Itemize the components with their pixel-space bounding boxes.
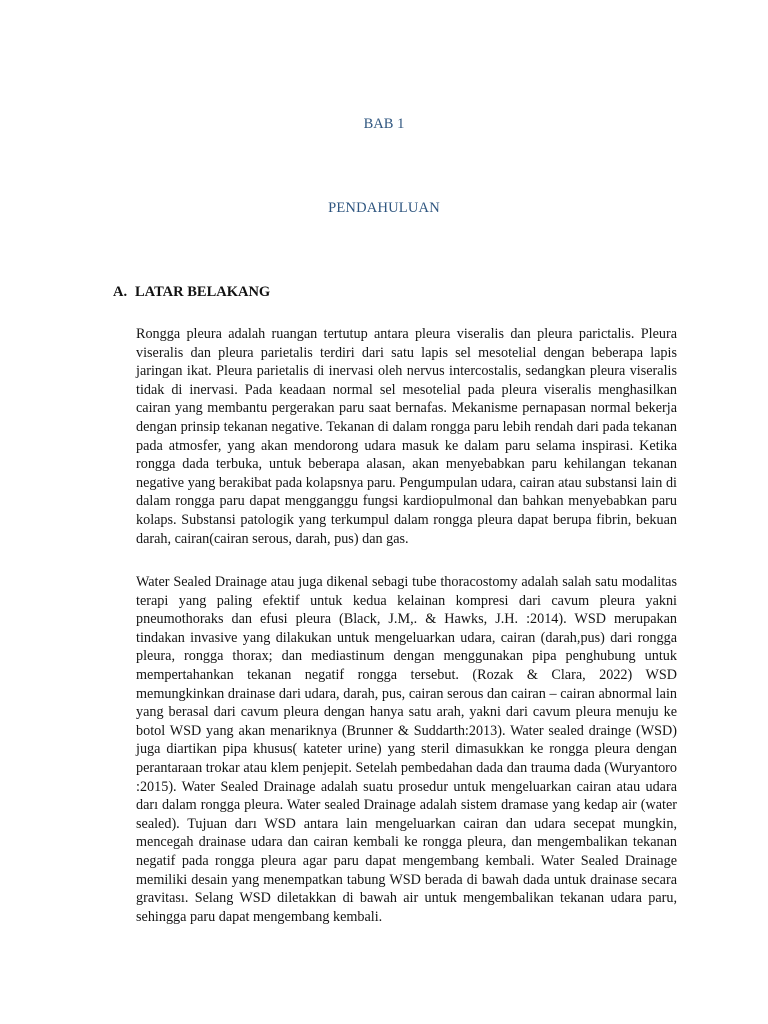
- section-heading: [113, 284, 270, 301]
- section-letter: A.: [113, 284, 128, 300]
- body-paragraph-1: Rongga pleura adalah ruangan tertutup antara pleura viseralis dan pleura parictalis. Pleura viseralis dan pleura parietalis terdiri dari satu lapis sel mesotelial dengan beberapa lapis jaringan ikat. Pleura parietalis di inervasi oleh nervus intercostalis, sedangkan pleura viseralis tidak di inervasi. Pada keadaan normal sel mesotelial pada pleura viseralis menghasilkan cairan yang membantu pergerakan paru saat bernafas. Mekanisme pernapasan normal bekerja dengan prinsip tekanan negative. Tekanan di dalam rongga paru lebih rendah dari pada tekanan pada atmosfer, yang akan mendorong udara masuk ke dalam paru selama inspirasi. Ketika rongga dada terbuka, untuk beberapa alasan, akan menyebabkan paru kehilangan tekanan negative yang berakibat pada kolapsnya paru. Pengumpulan udara, cairan atau substansi lain di dalam rongga paru dapat mengganggu fungsi kardiopulmonal dan bahkan menyebabkan paru kolaps. Substansi patologik yang terkumpul dalam rongga pleura dapat berupa fibrin, bekuan darah, cairan(cairan serous, darah, pus) dan gas.: [136, 326, 677, 547]
- section-title: LATAR BELAKANG: [135, 284, 271, 300]
- body-paragraph-2: Water Sealed Drainage atau juga dikenal sebagi tube thoracostomy adalah salah satu modalitas terapi yang paling efektif untuk kedua kelainan kompresi dari cavum pleura yakni pneumothoraks dan efusi pleura (Black, J.M,. & Hawks, J.H. :2014). WSD merupakan tindakan invasive yang dilakukan untuk mengeluarkan udara, cairan (darah,pus) dari rongga pleura, rongga thorax; dan mediastinum dengan menggunakan pipa penghubung untuk mempertahankan tekanan negatif rongga tersebut. (Rozak & Clara, 2022) WSD memungkinkan drainase dari udara, darah, pus, cairan serous dan cairan – cairan abnormal lain yang berasal dari cavum pleura dengan hanya satu arah, yakni dari cavum pleura menuju ke botol WSD yang akan menariknya (Brunner & Suddarth:2013). Water sealed drainge (WSD) juga diartikan pipa khusus( kateter urine) yang steril dimasukkan ke rongga pleura dengan perantaraan trokar atau klem penjepit. Setelah pembedahan dada dan trauma dada (Wuryantoro :2015). Water Sealed Drainage adalah suatu prosedur untuk mengeluarkan cairan atau udara darı dalam rongga pleura. Water sealed Drainage adalah sistem dramase yang kedap air (water sealed). Tujuan darı WSD antara lain mengeluarkan cairan dan udara secepat mungkin, mencegah drainase udara dan cairan kembali ke rongga pleura, dan mengembalikan tekanan negatif pada rongga pleura agar paru dapat mengembang kembali. Water Sealed Drainage memiliki desain yang menempatkan tabung WSD berada di bawah dada untuk drainase secara gravitası. Selang WSD diletakkan di bawah air untuk mengembalikan tekanan udara paru, sehingga paru dapat mengembang kembali.: [136, 574, 677, 925]
- chapter-title: PENDAHULUAN: [328, 200, 440, 216]
- chapter-number: BAB 1: [363, 116, 405, 132]
